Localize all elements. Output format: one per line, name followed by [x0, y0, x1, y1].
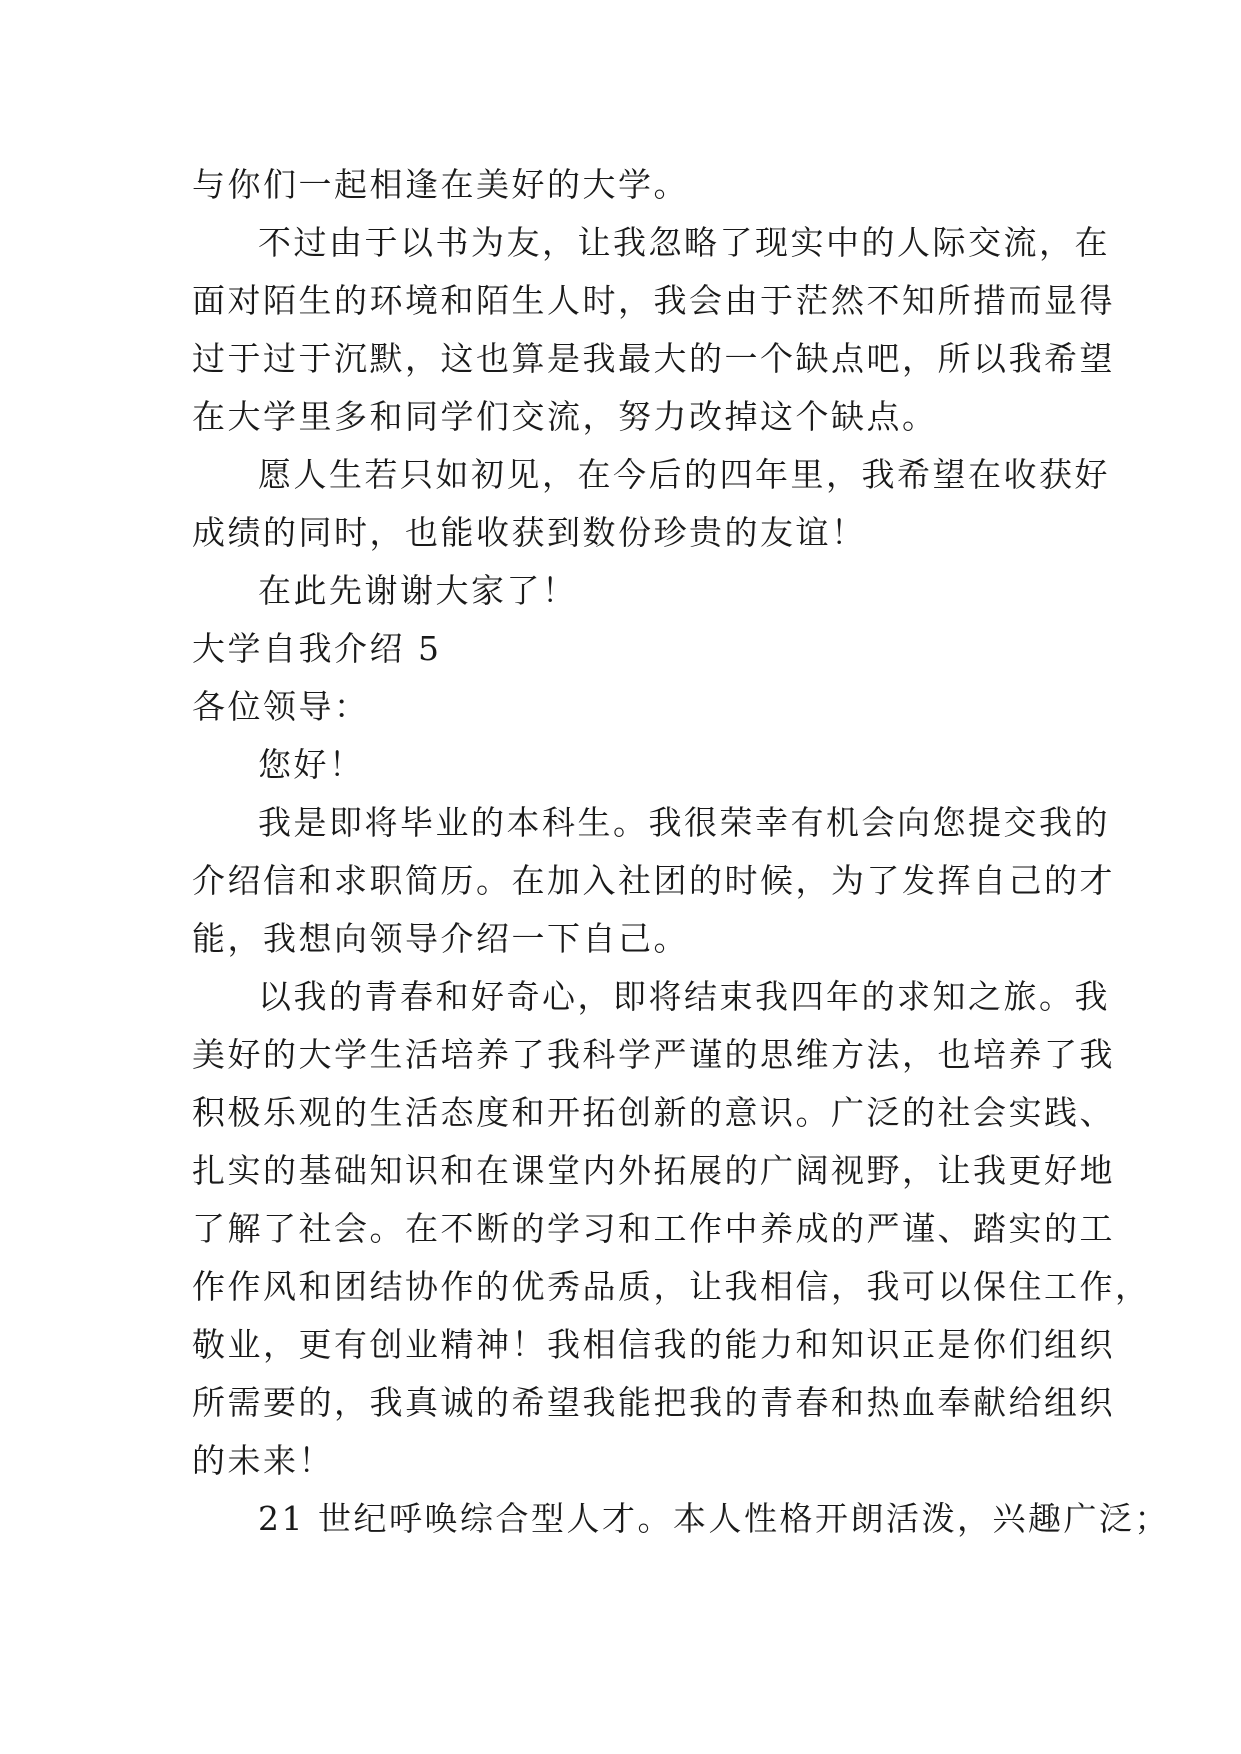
- paragraph-line: 在此先谢谢大家了！: [258, 571, 578, 610]
- paragraph-line: 在大学里多和同学们交流，努力改掉这个缺点。: [192, 397, 938, 436]
- paragraph-line: 我是即将毕业的本科生。我很荣幸有机会向您提交我的: [258, 803, 1110, 842]
- paragraph-line: 所需要的，我真诚的希望我能把我的青春和热血奉献给组织: [192, 1383, 1115, 1422]
- section-heading: 大学自我介绍 5: [192, 629, 442, 668]
- salutation: 各位领导：: [192, 687, 370, 726]
- paragraph-line: 的未来！: [192, 1441, 334, 1480]
- paragraph-line: 美好的大学生活培养了我科学严谨的思维方法，也培养了我: [192, 1035, 1115, 1074]
- paragraph-line: 不过由于以书为友，让我忽略了现实中的人际交流，在: [258, 223, 1110, 262]
- paragraph-line: 成绩的同时，也能收获到数份珍贵的友谊！: [192, 513, 867, 552]
- paragraph-line: 能，我想向领导介绍一下自己。: [192, 919, 689, 958]
- paragraph-line: 以我的青春和好奇心，即将结束我四年的求知之旅。我: [258, 977, 1110, 1016]
- greeting: 您好！: [258, 745, 365, 784]
- paragraph-line: 积极乐观的生活态度和开拓创新的意识。广泛的社会实践、: [192, 1093, 1115, 1132]
- paragraph-line: 与你们一起相逢在美好的大学。: [192, 165, 689, 204]
- paragraph-line: 介绍信和求职简历。在加入社团的时候，为了发挥自己的才: [192, 861, 1115, 900]
- paragraph-line: 作作风和团结协作的优秀品质，让我相信，我可以保住工作，: [192, 1267, 1151, 1306]
- paragraph-line: 愿人生若只如初见，在今后的四年里，我希望在收获好: [258, 455, 1110, 494]
- paragraph-line: 敬业，更有创业精神！我相信我的能力和知识正是你们组织: [192, 1325, 1115, 1364]
- paragraph-line: 了解了社会。在不断的学习和工作中养成的严谨、踏实的工: [192, 1209, 1115, 1248]
- paragraph-line: 扎实的基础知识和在课堂内外拓展的广阔视野，让我更好地: [192, 1151, 1115, 1190]
- paragraph-line: 过于过于沉默，这也算是我最大的一个缺点吧，所以我希望: [192, 339, 1115, 378]
- paragraph-line: 面对陌生的环境和陌生人时，我会由于茫然不知所措而显得: [192, 281, 1115, 320]
- paragraph-line: 21 世纪呼唤综合型人才。本人性格开朗活泼，兴趣广泛；: [258, 1499, 1170, 1538]
